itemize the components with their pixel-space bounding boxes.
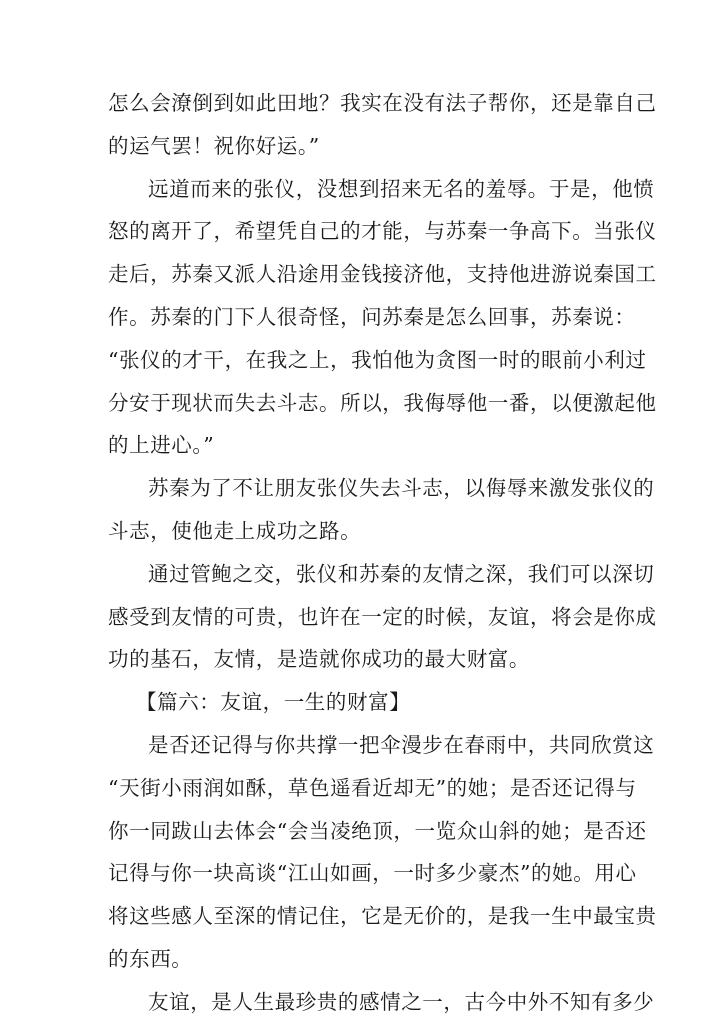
text-line: 怒的离开了，希望凭自己的才能，与苏秦一争高下。当张仪 <box>108 219 657 244</box>
paragraph-start-line: 通过管鲍之交，张仪和苏秦的友情之深，我们可以深切 <box>148 561 655 586</box>
section-heading: 【篇六：友谊，一生的财富】 <box>136 690 411 715</box>
text-line: “天街小雨润如酥，草色遥看近却无”的她；是否还记得与 <box>108 775 637 800</box>
text-line: 功的基石，友情，是造就你成功的最大财富。 <box>108 647 530 672</box>
text-line: 走后，苏秦又派人沿途用金钱接济他，支持他进游说秦国工 <box>108 262 657 287</box>
document-page <box>108 82 657 1024</box>
text-line: “张仪的才干，在我之上，我怕他为贪图一时的眼前小利过 <box>108 347 647 372</box>
text-line: 将这些感人至深的情记住，它是无价的，是我一生中最宝贵 <box>108 904 657 929</box>
text-line: 记得与你一块高谈“江山如画，一时多少豪杰”的她。用心 <box>108 861 637 886</box>
text-line: 斗志，使他走上成功之路。 <box>108 518 362 543</box>
text-line: 的运气罢！祝你好运。” <box>108 133 320 158</box>
paragraph-start-line: 远道而来的张仪，没想到招来无名的羞辱。于是，他愤 <box>148 176 655 201</box>
text-line: 分安于现状而失去斗志。所以，我侮辱他一番，以便激起他 <box>108 390 657 415</box>
text-line: 怎么会潦倒到如此田地？我实在没有法子帮你，还是靠自己 <box>108 91 657 115</box>
text-line: 的东西。 <box>108 946 193 971</box>
paragraph-start-line: 友谊，是人生最珍贵的感情之一，古今中外不知有多少 <box>148 989 655 1014</box>
text-line: 感受到友情的可贵，也许在一定的时候，友谊，将会是你成 <box>108 604 657 629</box>
paragraph-start-line: 是否还记得与你共撑一把伞漫步在春雨中，共同欣赏这 <box>148 732 655 757</box>
text-line: 作。苏秦的门下人很奇怪，问苏秦是怎么回事，苏秦说： <box>108 304 636 329</box>
paragraph-start-line: 苏秦为了不让朋友张仪失去斗志，以侮辱来激发张仪的 <box>148 476 655 501</box>
text-line: 你一同跋山去体会“会当凌绝顶，一览众山斜的她；是否还 <box>108 818 647 843</box>
text-line: 的上进心。” <box>108 433 215 458</box>
